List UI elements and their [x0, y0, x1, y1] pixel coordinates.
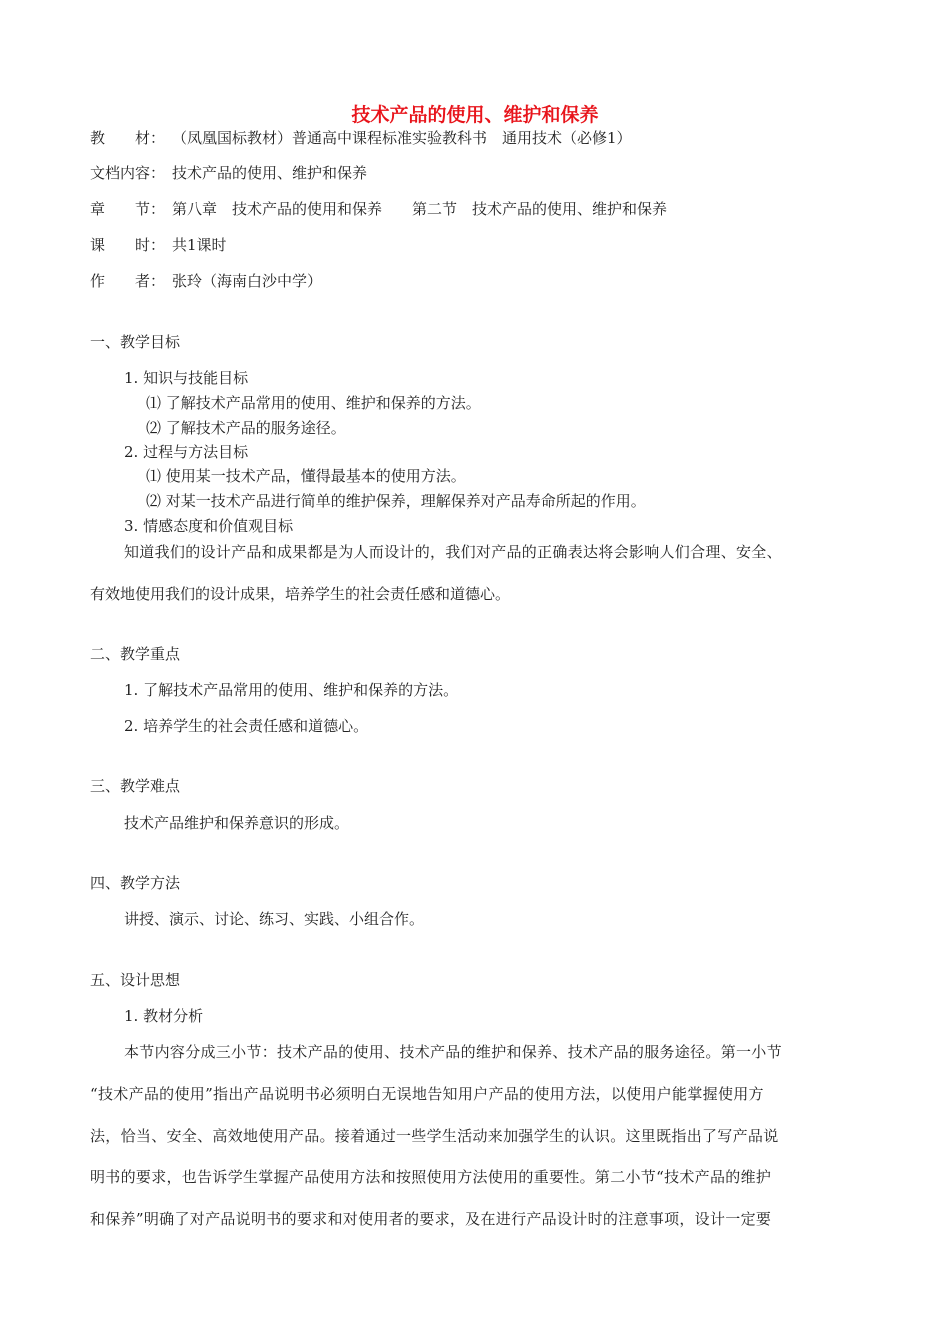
goal-subitem: ⑵ 对某一技术产品进行简单的维护保养，理解保养对产品寿命所起的作用。 [146, 492, 646, 510]
goal-paragraph-line: 有效地使用我们的设计成果，培养学生的社会责任感和道德心。 [90, 585, 511, 603]
goal-paragraph-line: 知道我们的设计产品和成果都是为人而设计的，我们对产品的正确表达将会影响人们合理、安全、 [124, 543, 782, 561]
goal-item-process: 2. 过程与方法目标 [124, 443, 249, 461]
section-heading-goals: 一、教学目标 [90, 333, 181, 351]
meta-chapter-label: 章 节： [90, 200, 166, 218]
design-paragraph-line: 明书的要求，也告诉学生掌握产品使用方法和按照使用方法使用的重要性。第二小节“技术产品的维护 [90, 1168, 772, 1186]
meta-author [90, 271, 322, 291]
meta-textbook-label: 教 材： [90, 129, 166, 147]
keypoint-item: 1. 了解技术产品常用的使用、维护和保养的方法。 [124, 681, 459, 699]
goal-item-attitude: 3. 情感态度和价值观目标 [124, 517, 294, 535]
meta-author-label: 作 者： [90, 272, 166, 290]
design-paragraph-line: “技术产品的使用”指出产品说明书必须明白无误地告知用户产品的使用方法，以使用户能掌握使用方 [90, 1085, 764, 1103]
section-heading-methods: 四、教学方法 [90, 874, 181, 892]
design-paragraph-line: 法，恰当、安全、高效地使用产品。接着通过一些学生活动来加强学生的认识。这里既指出了写产品说 [90, 1127, 779, 1145]
meta-author-value: 张玲（海南白沙中学） [172, 272, 323, 290]
keypoint-item: 2. 培养学生的社会责任感和道德心。 [124, 717, 369, 735]
section-heading-design: 五、设计思想 [90, 971, 181, 989]
goal-subitem: ⑴ 使用某一技术产品，懂得最基本的使用方法。 [146, 467, 466, 485]
document-title: 技术产品的使用、维护和保养 [351, 104, 599, 126]
design-paragraph-line: 和保养”明确了对产品说明书的要求和对使用者的要求，及在进行产品设计时的注意事项，设计一定要 [90, 1210, 772, 1228]
meta-content-label: 文档内容： [90, 164, 166, 182]
meta-hours-label: 课 时： [90, 236, 166, 254]
meta-chapter [90, 199, 667, 219]
section-heading-keypoints: 二、教学重点 [90, 645, 181, 663]
difficulty-text: 技术产品维护和保养意识的形成。 [124, 814, 350, 832]
meta-textbook [90, 128, 632, 148]
goal-subitem: ⑵ 了解技术产品的服务途径。 [146, 419, 346, 437]
meta-hours-value: 共1课时 [172, 236, 227, 254]
goal-item-knowledge: 1. 知识与技能目标 [124, 369, 249, 387]
meta-chapter-value: 第八章 技术产品的使用和保养 第二节 技术产品的使用、维护和保养 [172, 200, 668, 218]
meta-content [90, 163, 367, 183]
design-item-analysis: 1. 教材分析 [124, 1007, 204, 1025]
design-paragraph-line: 本节内容分成三小节：技术产品的使用、技术产品的维护和保养、技术产品的服务途径。第一小节 [124, 1043, 782, 1061]
meta-textbook-value: （凤凰国标教材）普通高中课程标准实验教科书 通用技术（必修1） [172, 129, 632, 147]
methods-text: 讲授、演示、讨论、练习、实践、小组合作。 [124, 910, 425, 928]
meta-content-value: 技术产品的使用、维护和保养 [172, 164, 368, 182]
meta-hours [90, 235, 227, 255]
goal-subitem: ⑴ 了解技术产品常用的使用、维护和保养的方法。 [146, 394, 481, 412]
section-heading-difficulty: 三、教学难点 [90, 777, 181, 795]
